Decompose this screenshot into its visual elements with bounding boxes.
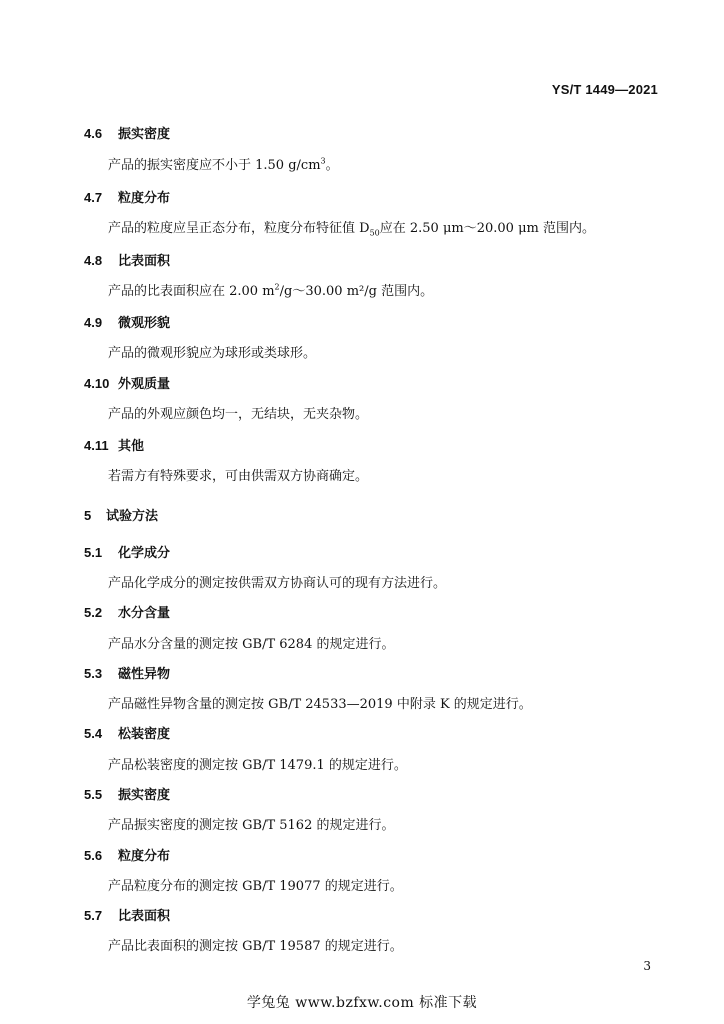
method-text: 产品磁性异物含量的测定按 GB/T 24533—2019 中附录 K 的规定进行。 xyxy=(108,697,532,712)
section-text: 产品的振实密度应不小于 1.50 $g/cm^3$。 xyxy=(108,156,339,173)
section-title: 其他 xyxy=(118,438,145,453)
section-number: 4.8 xyxy=(84,253,103,268)
section-heading xyxy=(84,188,170,208)
chapter-title: 试验方法 xyxy=(106,508,159,523)
method-number: 5.7 xyxy=(84,908,103,923)
method-title: 粒度分布 xyxy=(118,848,171,863)
section-number: 4.11 xyxy=(84,438,109,453)
section-heading xyxy=(84,313,170,333)
section-number: 4.10 xyxy=(84,376,110,391)
section-title: 比表面积 xyxy=(118,253,171,268)
section-title: 微观形貌 xyxy=(118,315,171,330)
chapter-number: 5 xyxy=(84,508,92,523)
page-number: 3 xyxy=(643,959,651,973)
method-title: 比表面积 xyxy=(118,908,171,923)
method-text: 产品化学成分的测定按供需双方协商认可的现有方法进行。 xyxy=(108,576,447,591)
section-heading xyxy=(84,374,170,394)
method-heading xyxy=(84,603,170,623)
method-heading xyxy=(84,543,170,563)
section-text: 产品的粒度应呈正态分布，粒度分布特征值 $D_{50}$应在 2.50 μm～20.00 μm 范围内。 xyxy=(108,221,595,238)
method-title: 振实密度 xyxy=(118,787,171,802)
method-heading xyxy=(84,724,170,744)
section-text: 产品的微观形貌应为球形或类球形。 xyxy=(108,346,317,361)
section-heading xyxy=(84,124,170,144)
method-heading xyxy=(84,785,170,805)
section-heading xyxy=(84,251,170,271)
method-number: 5.6 xyxy=(84,848,103,863)
method-number: 5.5 xyxy=(84,787,103,802)
method-number: 5.2 xyxy=(84,605,103,620)
document-header-code: YS/T 1449—2021 xyxy=(551,82,658,97)
method-heading xyxy=(84,664,170,684)
method-heading xyxy=(84,846,170,866)
method-number: 5.3 xyxy=(84,666,103,681)
method-title: 水分含量 xyxy=(118,605,171,620)
method-title: 化学成分 xyxy=(118,545,171,560)
method-number: 5.4 xyxy=(84,726,103,741)
method-title: 松装密度 xyxy=(118,726,171,741)
method-title: 磁性异物 xyxy=(118,666,171,681)
method-text: 产品水分含量的测定按 GB/T 6284 的规定进行。 xyxy=(108,637,395,652)
method-text: 产品松装密度的测定按 GB/T 1479.1 的规定进行。 xyxy=(108,758,407,773)
section-title: 粒度分布 xyxy=(118,190,171,205)
section-number: 4.9 xyxy=(84,315,103,330)
section-title: 振实密度 xyxy=(118,126,171,141)
section-text: 若需方有特殊要求，可由供需双方协商确定。 xyxy=(108,469,369,484)
section-number: 4.6 xyxy=(84,126,103,141)
method-text: 产品比表面积的测定按 GB/T 19587 的规定进行。 xyxy=(108,939,403,954)
section-title: 外观质量 xyxy=(118,376,171,391)
chapter-heading xyxy=(84,506,158,526)
footer-watermark: 学兔兔 www.bzfxw.com 标准下载 xyxy=(246,995,478,1011)
section-text: 产品的比表面积应在 2.00 $m^2/g\sim 30.00$ m²/g 范围内。 xyxy=(108,282,434,299)
method-number: 5.1 xyxy=(84,545,103,560)
section-number: 4.7 xyxy=(84,190,103,205)
method-heading xyxy=(84,906,170,926)
method-text: 产品振实密度的测定按 GB/T 5162 的规定进行。 xyxy=(108,818,395,833)
section-text: 产品的外观应颜色均一，无结块，无夹杂物。 xyxy=(108,407,369,422)
section-heading xyxy=(84,436,144,456)
method-text: 产品粒度分布的测定按 GB/T 19077 的规定进行。 xyxy=(108,879,403,894)
